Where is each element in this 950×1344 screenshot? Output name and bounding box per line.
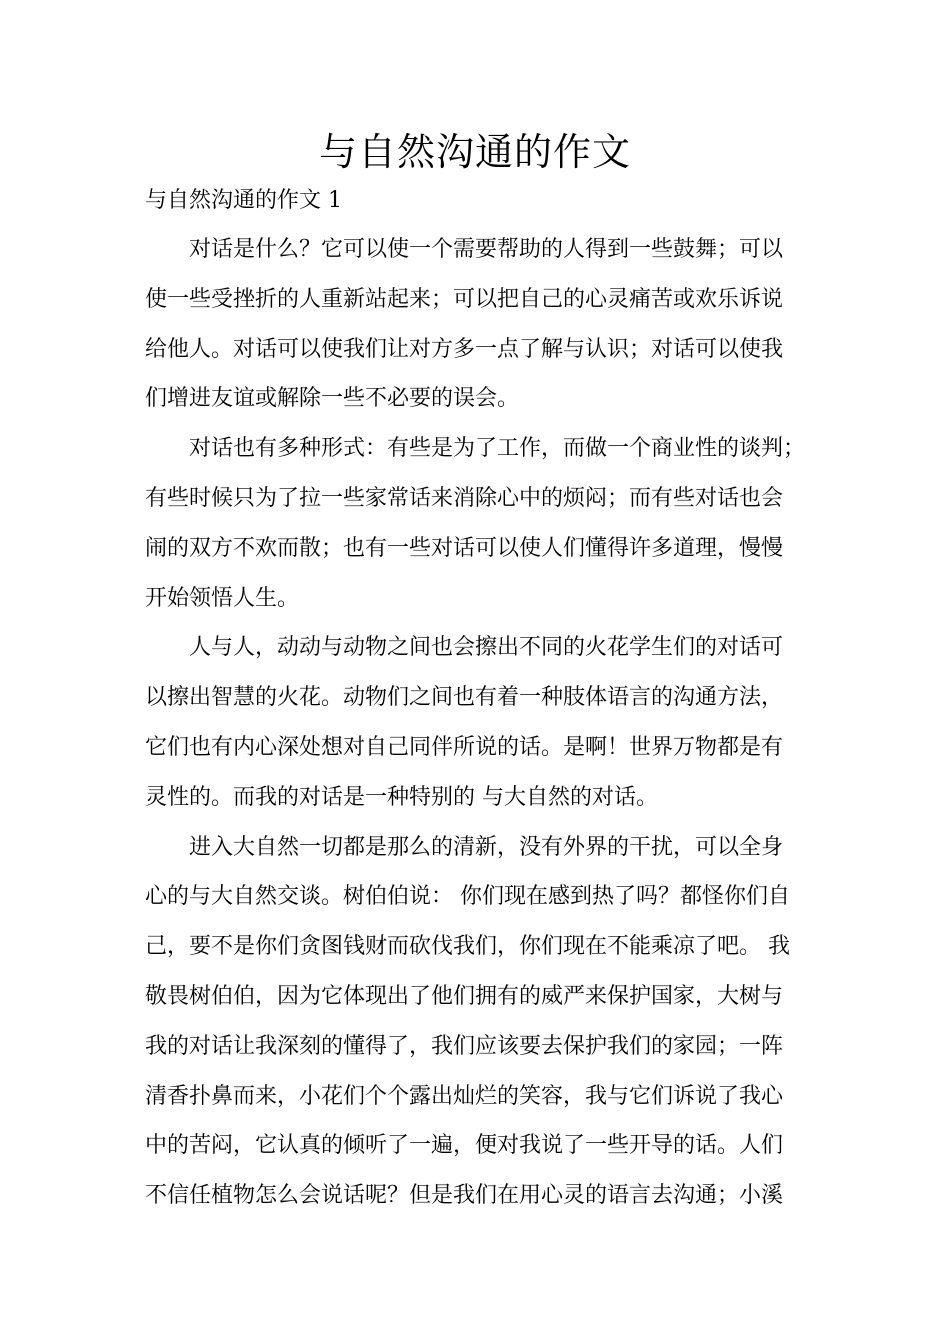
- essay-heading: 与自然沟通的作文 1: [145, 188, 342, 213]
- text-line: 它们也有内心深处想对自己同伴所说的话。是啊！世界万物都是有: [145, 734, 784, 760]
- text-line: 以擦出智慧的火花。动物们之间也有着一种肢体语言的沟通方法，: [145, 685, 784, 711]
- text-line: 心的与大自然交谈。树伯伯说： 你们现在感到热了吗？都怪你们自: [145, 884, 790, 910]
- text-line: 人与人，动动与动物之间也会擦出不同的火花学生们的对话可: [189, 635, 784, 661]
- text-line: 给他人。对话可以使我们让对方多一点了解与认识；对话可以使我: [145, 336, 784, 362]
- text-line: 进入大自然一切都是那么的清新，没有外界的干扰，可以全身: [189, 834, 784, 860]
- text-line: 对话是什么？它可以使一个需要帮助的人得到一些鼓舞；可以: [189, 237, 784, 262]
- text-line: 们增进友谊或解除一些不必要的误会。: [145, 386, 520, 412]
- text-line: 不信任植物怎么会说话呢？但是我们在用心灵的语言去沟通；小溪: [145, 1183, 784, 1209]
- text-line: 对话也有多种形式：有些是为了工作，而做一个商业性的谈判；: [189, 436, 806, 462]
- text-line: 有些时候只为了拉一些家常话来消除心中的烦闷；而有些对话也会: [145, 485, 784, 511]
- document-title: 与自然沟通的作文: [318, 130, 631, 174]
- document-body: [145, 228, 825, 1224]
- text-line: 灵性的。而我的对话是一种特别的 与大自然的对话。: [145, 784, 658, 810]
- text-line: 清香扑鼻而来，小花们个个露出灿烂的笑容，我与它们诉说了我心: [145, 1083, 784, 1109]
- text-line: 使一些受挫折的人重新站起来；可以把自己的心灵痛苦或欢乐诉说: [145, 286, 784, 312]
- text-line: 我的对话让我深刻的懂得了，我们应该要去保护我们的家园；一阵: [145, 1033, 784, 1059]
- text-line: 敬畏树伯伯，因为它体现出了他们拥有的威严来保护国家，大树与: [145, 983, 784, 1009]
- text-line: 开始领悟人生。: [145, 585, 300, 611]
- text-line: 闹的双方不欢而散；也有一些对话可以使人们懂得许多道理，慢慢: [145, 535, 784, 561]
- text-line: 己，要不是你们贪图钱财而砍伐我们，你们现在不能乘凉了吧。 我: [145, 934, 790, 960]
- text-line: 中的苦闷，它认真的倾听了一遍，便对我说了一些开导的话。人们: [145, 1133, 784, 1159]
